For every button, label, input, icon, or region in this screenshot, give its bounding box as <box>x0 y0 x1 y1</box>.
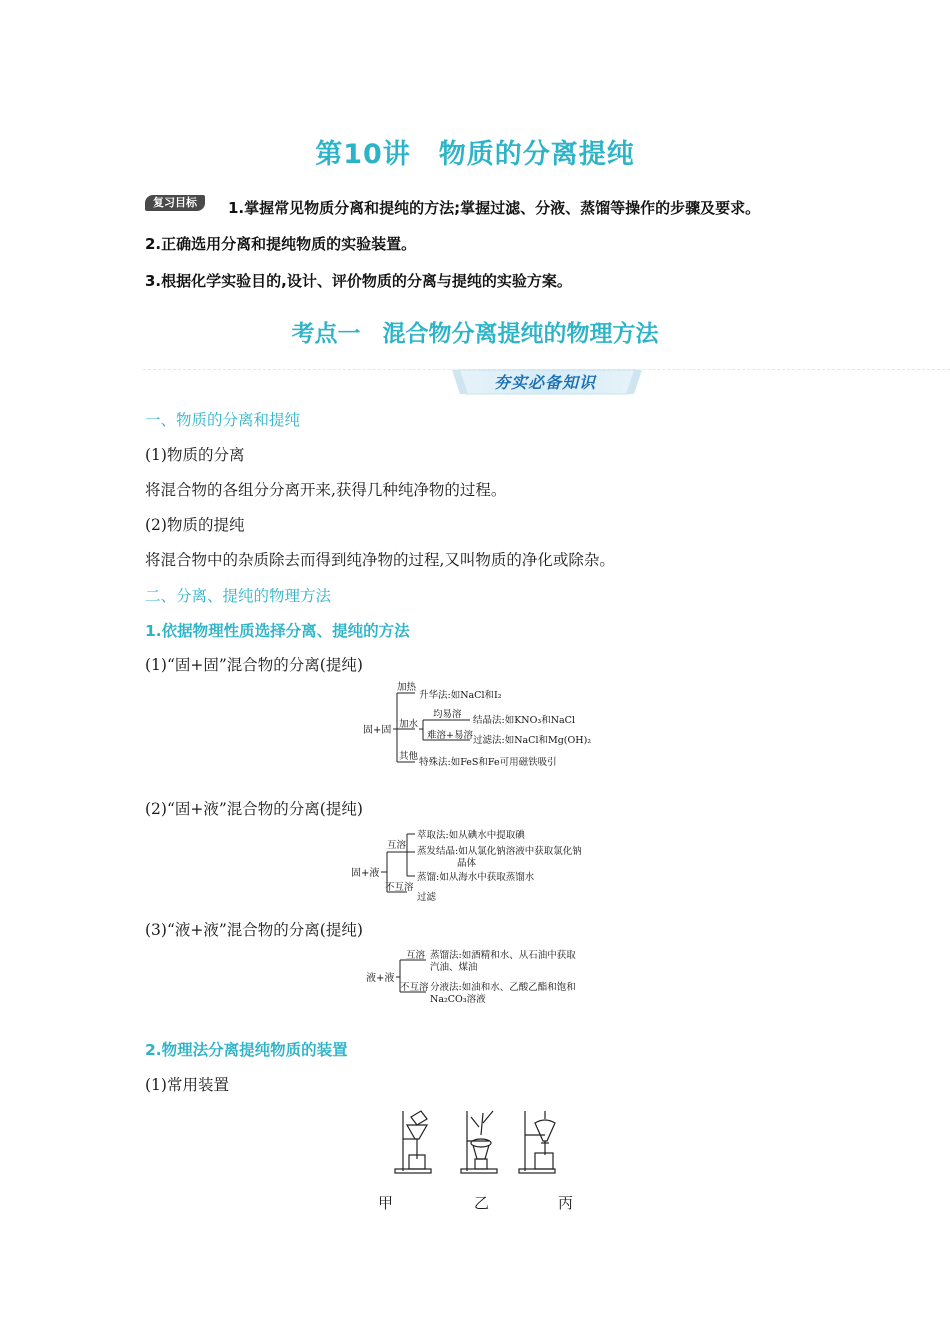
key-point-label: 考点一 <box>291 321 361 347</box>
d2-root: 固+液 <box>351 868 380 879</box>
page-title <box>0 132 950 171</box>
lecture-topic: 物质的分离提纯 <box>438 139 635 170</box>
section1-heading: 一、物质的分离和提纯 <box>145 411 301 429</box>
apparatus-label: (1)常用装置 <box>145 1076 229 1094</box>
banner-text: 夯实必备知识 <box>493 373 596 392</box>
d1-root: 固+固 <box>363 725 392 736</box>
key-point-heading <box>0 315 950 348</box>
case1-label: (1)“固+固”混合物的分离(提纯) <box>145 656 363 674</box>
apparatus-drawings <box>385 1105 585 1177</box>
section2-subheading: 1.依据物理性质选择分离、提纯的方法 <box>145 622 410 640</box>
section2-heading: 二、分离、提纯的物理方法 <box>145 587 332 605</box>
apparatus-yi-icon <box>461 1111 497 1173</box>
d1-b2: 加水 <box>399 719 419 730</box>
d3-r2b: Na₂CO₃溶液 <box>430 994 486 1005</box>
diagram-solid-solid <box>355 680 615 772</box>
review-goals-badge: 复习目标 <box>145 195 205 211</box>
case2-label: (2)“固+液”混合物的分离(提纯) <box>145 800 363 818</box>
d3-b1: 互溶 <box>406 950 426 961</box>
d1-b1-result: 升华法:如NaCl和I₂ <box>419 690 502 701</box>
d2-r4: 过滤 <box>417 892 437 903</box>
d2-r2b: 晶体 <box>457 858 477 869</box>
d1-b1: 加热 <box>397 682 417 693</box>
goal-3: 3.根据化学实验目的,设计、评价物质的分离与提纯的实验方案。 <box>145 272 572 290</box>
d3-b2: 不互溶 <box>400 982 429 993</box>
apparatus-bing-icon <box>519 1111 555 1173</box>
goal-2: 2.正确选用分离和提纯物质的实验装置。 <box>145 235 417 253</box>
section1-sub1: (1)物质的分离 <box>145 446 245 464</box>
d2-r2: 蒸发结晶:如从氯化钠溶液中获取氯化钠 <box>417 846 582 857</box>
d1-b2a: 均易溶 <box>433 709 462 720</box>
d2-r1: 萃取法:如从碘水中提取碘 <box>417 830 525 841</box>
lecture-number: 第10讲 <box>315 139 411 170</box>
apparatus-heading: 2.物理法分离提纯物质的装置 <box>145 1041 348 1059</box>
section1-text1: 将混合物的各组分分离开来,获得几种纯净物的过程。 <box>145 481 507 499</box>
d1-b2a-result: 结晶法:如KNO₃和NaCl <box>473 715 575 726</box>
d1-b2b: 难溶+易溶 <box>427 730 473 741</box>
apparatus-jia-icon <box>395 1111 431 1173</box>
key-point-title: 混合物分离提纯的物理方法 <box>382 321 659 347</box>
apparatus-caption-bing: 丙 <box>558 1194 574 1212</box>
d3-r1: 蒸馏法:如酒精和水、从石油中获取 <box>430 950 576 961</box>
d3-r2: 分液法:如油和水、乙酸乙酯和饱和 <box>430 982 576 993</box>
d2-b2: 不互溶 <box>385 882 414 893</box>
section1-sub2: (2)物质的提纯 <box>145 516 245 534</box>
d1-b3-result: 特殊法:如FeS和Fe可用磁铁吸引 <box>419 757 557 768</box>
d3-r1b: 汽油、煤油 <box>430 962 478 973</box>
case3-label: (3)“液+液”混合物的分离(提纯) <box>145 921 363 939</box>
goal-1: 1.掌握常见物质分离和提纯的方法;掌握过滤、分液、蒸馏等操作的步骤及要求。 <box>228 199 761 217</box>
apparatus-caption-jia: 甲 <box>378 1194 394 1212</box>
diagram-solid-liquid <box>345 826 605 908</box>
d2-r3: 蒸馏:如从海水中获取蒸馏水 <box>417 872 535 883</box>
diagram-liquid-liquid <box>360 944 620 1006</box>
d1-b3: 其他 <box>399 751 419 762</box>
d2-b1: 互溶 <box>387 840 407 851</box>
d1-b2b-result: 过滤法:如NaCl和Mg(OH)₂ <box>473 735 592 746</box>
apparatus-caption-yi: 乙 <box>474 1194 490 1212</box>
d3-root: 液+液 <box>366 973 395 984</box>
section1-text2: 将混合物中的杂质除去而得到纯净物的过程,又叫物质的净化或除杂。 <box>145 551 615 569</box>
